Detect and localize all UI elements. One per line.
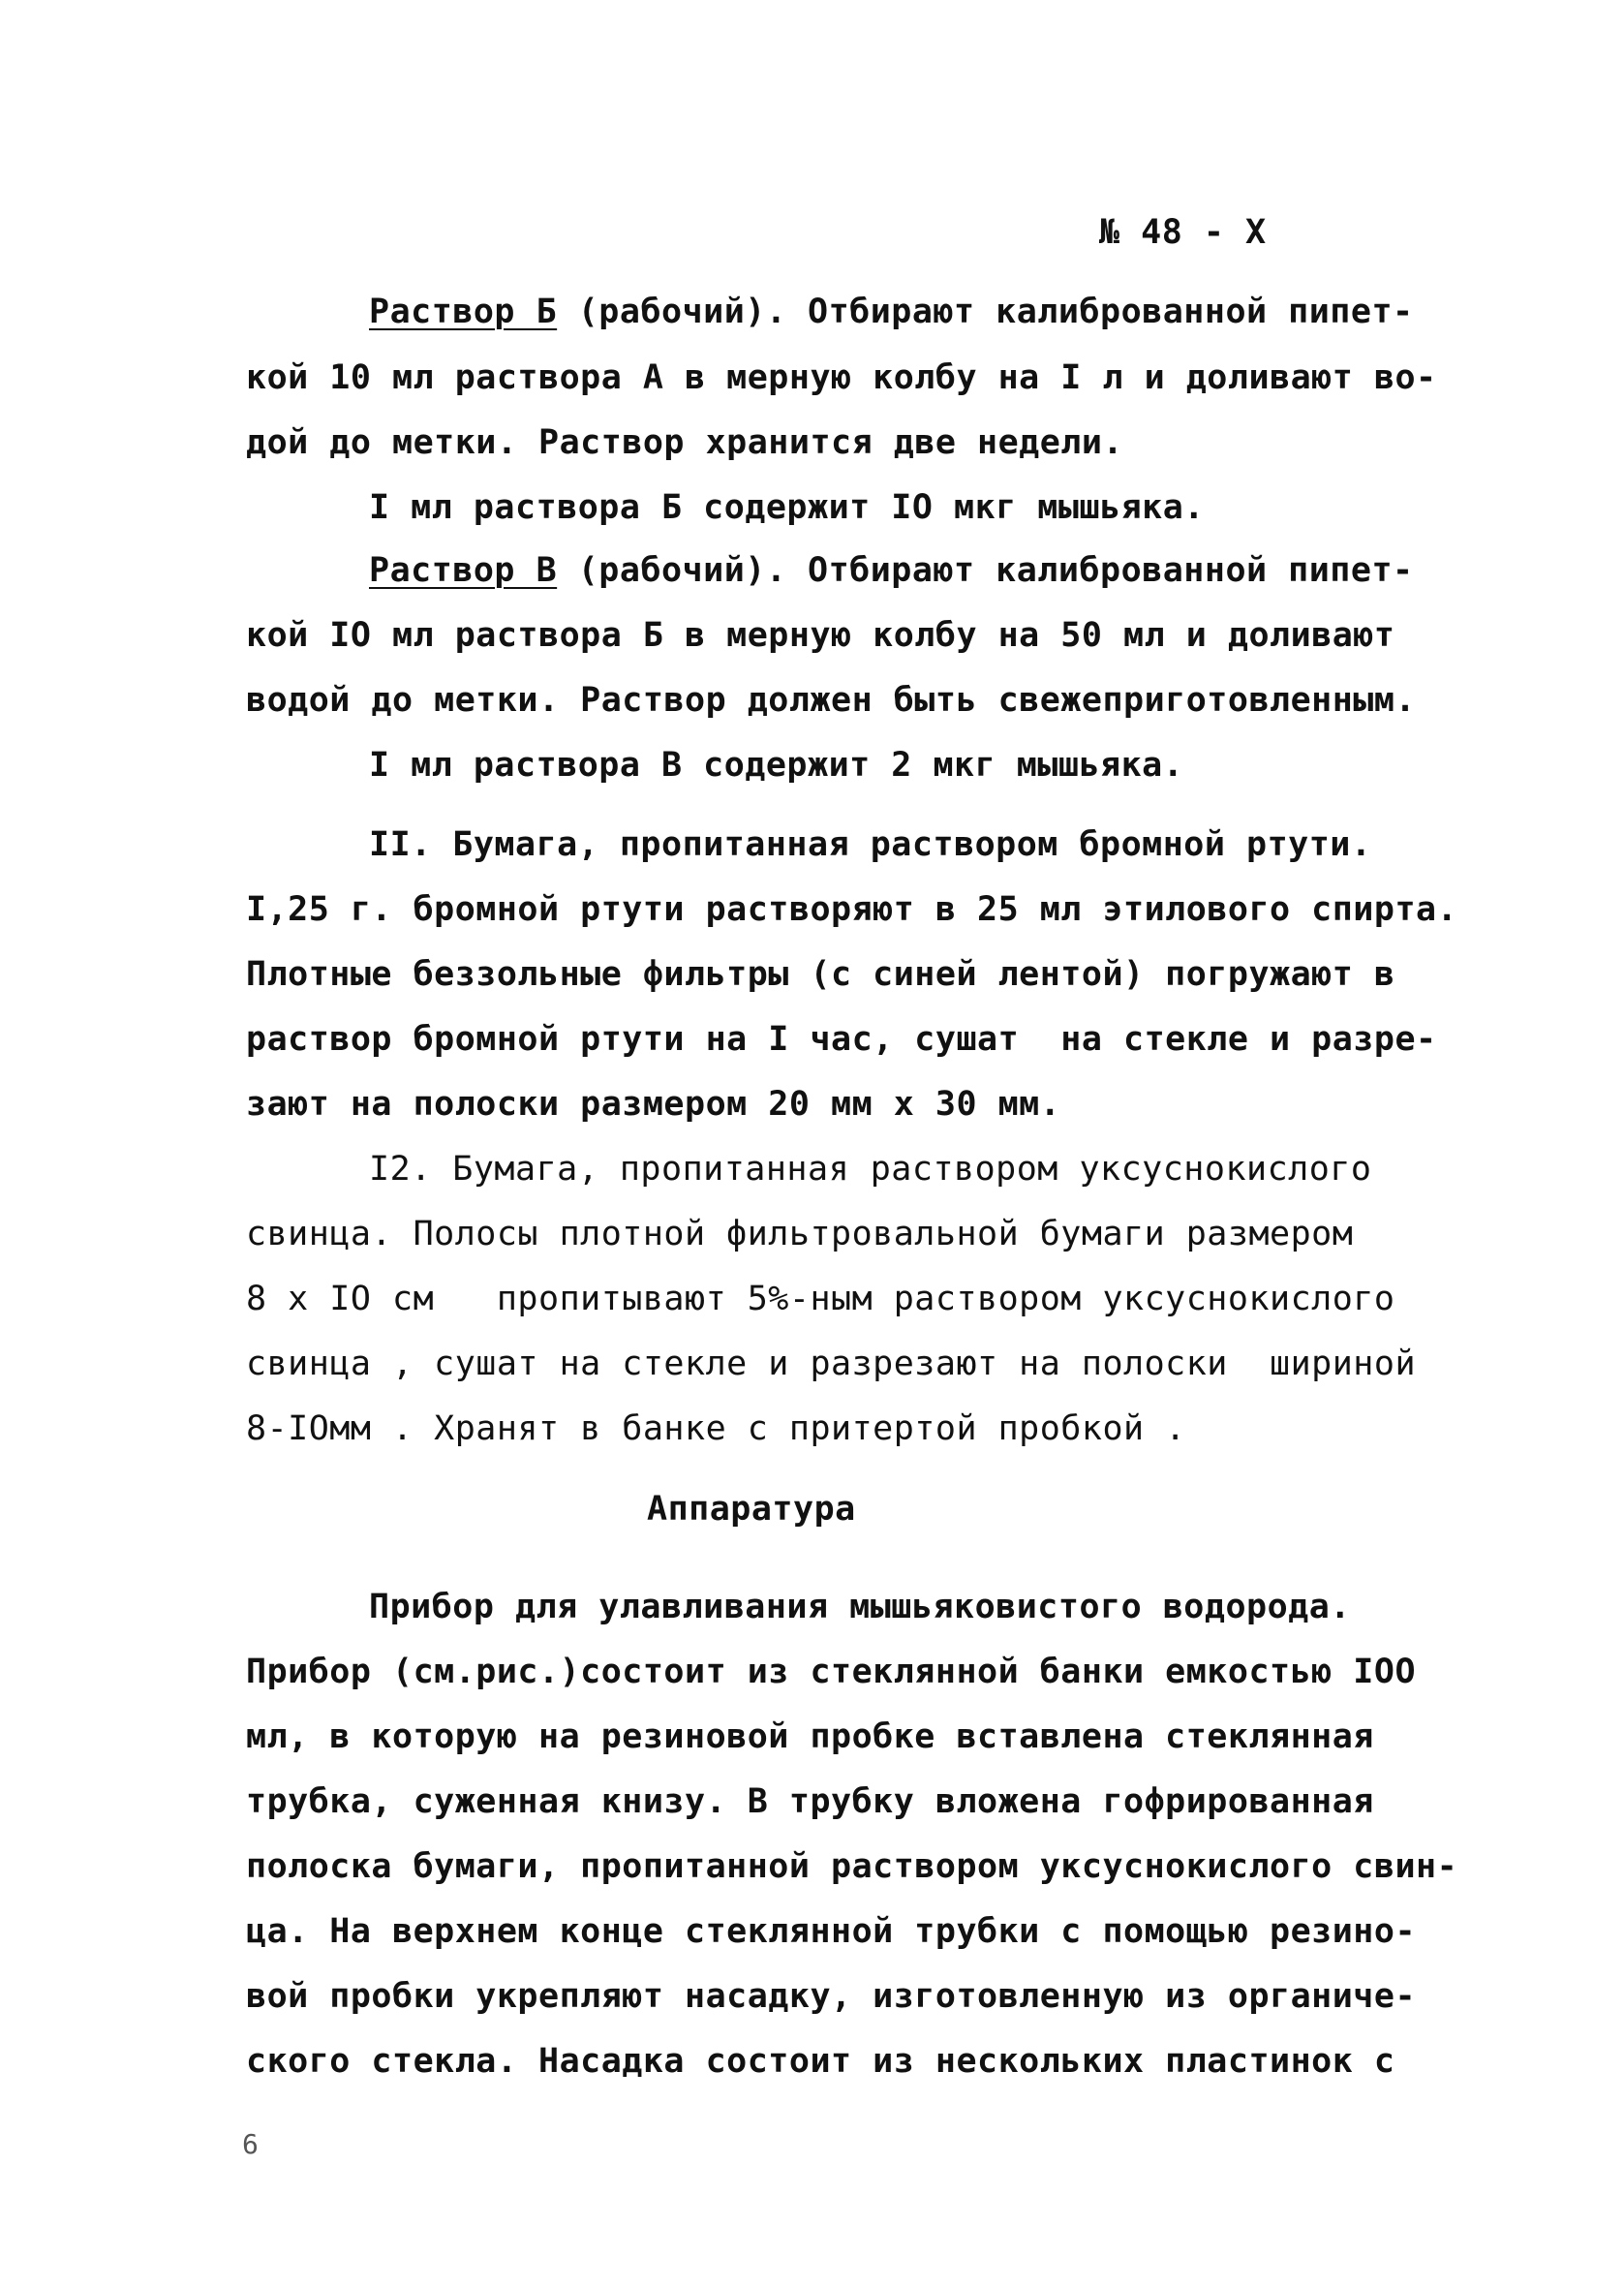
item-11-line-3: Плотные беззольные фильтры (с синей лентой) погружают в: [246, 955, 1395, 994]
solution-v-title: Раствор В: [369, 551, 558, 590]
item-12-line-1: I2. Бумага, пропитанная раствором уксуснокислого: [369, 1150, 1372, 1189]
solution-b-line-1: [369, 291, 1414, 333]
solution-b-line-4: I мл раствора Б содержит IO мкг мышьяка.: [369, 488, 1205, 527]
item-12-line-3: 8 х IO см пропитывают 5%-ным раствором уксуснокислого: [246, 1280, 1395, 1318]
item-11-line-4: раствор бромной ртути на I час, сушат на стекле и разре-: [246, 1020, 1437, 1059]
item-11-line-2: I,25 г. бромной ртути растворяют в 25 мл этилового спирта.: [246, 890, 1458, 929]
apparatus-line-8: ского стекла. Насадка состоит из нескольких пластинок с: [246, 2042, 1395, 2081]
solution-b-title: Раствор Б: [369, 293, 558, 331]
apparatus-line-3: мл, в которую на резиновой пробке вставлена стеклянная: [246, 1717, 1374, 1756]
apparatus-line-7: вой пробки укрепляют насадку, изготовленную из органиче-: [246, 1977, 1417, 2016]
apparatus-heading: Аппаратура: [647, 1490, 856, 1529]
item-11-line-1: II. Бумага, пропитанная раствором бромной ртути.: [369, 825, 1372, 864]
item-12-line-2: свинца. Полосы плотной фильтровальной бумаги размером: [246, 1215, 1354, 1253]
item-11-line-5: зают на полоски размером 20 мм х 30 мм.: [246, 1085, 1061, 1124]
item-12-line-5: 8-IOмм . Хранят в банке с притертой пробкой .: [246, 1409, 1186, 1448]
solution-b-line-1-text: (рабочий). Отбирают калиброванной пипет-: [557, 293, 1414, 331]
solution-v-line-1-text: (рабочий). Отбирают калиброванной пипет-: [557, 551, 1414, 590]
apparatus-line-2: Прибор (см.рис.)состоит из стеклянной банки емкостью IOO: [246, 1653, 1417, 1691]
page-mark: 6: [242, 2128, 260, 2160]
item-12-line-4: свинца , сушат на стекле и разрезают на полоски шириной: [246, 1345, 1417, 1383]
apparatus-line-6: ца. На верхнем конце стеклянной трубки с помощью резино-: [246, 1912, 1417, 1951]
solution-b-line-3: дой до метки. Раствор хранится две недели.: [246, 423, 1124, 462]
doc-number: № 48 - X: [1099, 213, 1267, 252]
solution-b-line-2: кой 10 мл раствора А в мерную колбу на I л и доливают во-: [246, 358, 1437, 397]
solution-v-line-2: кой IO мл раствора Б в мерную колбу на 50 мл и доливают: [246, 616, 1395, 655]
solution-v-line-1: [369, 549, 1414, 592]
apparatus-line-4: трубка, суженная книзу. В трубку вложена гофрированная: [246, 1782, 1374, 1821]
apparatus-line-1: Прибор для улавливания мышьяковистого водорода.: [369, 1588, 1351, 1626]
apparatus-line-5: полоска бумаги, пропитанной раствором уксуснокислого свин-: [246, 1847, 1458, 1886]
solution-v-line-3: водой до метки. Раствор должен быть свежеприготовленным.: [246, 681, 1417, 720]
solution-v-line-4: I мл раствора В содержит 2 мкг мышьяка.: [369, 746, 1184, 785]
